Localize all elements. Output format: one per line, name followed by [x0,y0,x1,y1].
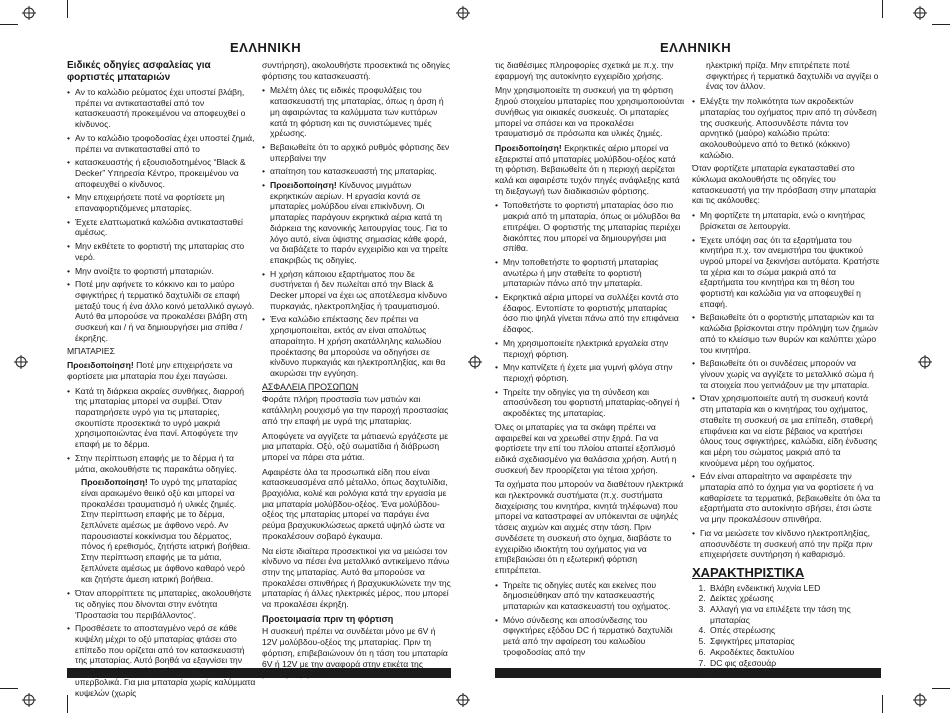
warning-text: Κίνδυνος μιγμάτων εκρηκτικών αερίων. Η εργασία κοντά σε μπαταρίες μολύβδου είναι επικίνδυνη. Οι μπαταρίες παράγουν εκρηκτικά αέρια κατά τη διάρκεια της κανονικής λειτουργίας τους. Για το λόγο αυτό, είναι ύψιστης σημασίας κάθε φορά, να διαβάζετε το παρόν εγχειρίδιο και να τηρείτε επακριβώς τις οδηγίες. [270,180,449,265]
page-header-right: ΕΛΛΗΝΙΚΗ [660,40,732,55]
list-item: • Προσθέσετε το αποσταγμένο νερό σε κάθε κυψέλη μέχρι το οξύ μπαταρίας φτάσει στο επίπεδο που ορίζεται από τον κατασκευαστή της μπαταρίας. Αυτό βοηθά να εξαγνίσει την περίσσια αέρα από τα κύτταρα. Μη γεμίζετε υπερβολικά. Για μια μπαταρία χωρίς καλύμματα κυψελών (χωρίς [67,623,256,698]
warning-text: Ποτέ μην επιχειρήσετε να φορτίσετε μια μπαταρία που έχει παγώσει. [67,360,233,381]
registration-mark-icon [22,6,36,20]
paragraph: Η συσκευή πρέπει να συνδέεται μόνο με 6V ή 12V μολύβδου-οξέος της μπαταρίας. Πριν τη φόρτιση, επιβεβαιώνουν ότι η τάση του μπαταρία 6V ή 12V με την αναφορά στην ετικέτα της μπαταρίας ή από [262,626,448,680]
list-item: • Έχετε υπόψη σας ότι τα εξαρτήματα του κινητήρα π.χ. τον ανεμιστήρα του ψυκτικού υγρού μπορεί να ξεκινήσει αυτόματα. Κρατήστε τα χέρια και το σώμα μακριά από τα εξαρτήματα του κινητήρα και τη θέση του φορτιστή και καλώδια για να αποφευχθεί η επαφή. [692,235,881,310]
paragraph: ηλεκτρική πρίζα. Μην επιτρέπετε ποτέ σφιγκτήρες ή τερματικά δαχτυλίδι να αγγίξει ο ένας τον άλλον. [706,60,879,92]
registration-mark-icon [913,693,927,707]
crop-mark [932,688,950,689]
list-item: • Αν το καλώδιο ρεύματος έχει υποστεί βλάβη, πρέπει να αντικατασταθεί από τον κατασκευαστή προκειμένου να αποφευχθεί ο κίνδυνος. [67,87,256,130]
crop-mark [882,0,883,18]
list-item: • κατασκευαστής ή εξουσιοδοτημένος “Black & Decker” Υπηρεσία Κέντρο, προκειμένου να αποφευχθεί ο κίνδυνος. [67,157,256,189]
warning-label: Προειδοποίηση! [270,180,337,191]
section-heading-personal-safety: ΑΣΦΑΛΕΙΑ ΠΡΟΣΩΠΩΝ [262,381,359,392]
registration-mark-icon [918,355,932,369]
crop-mark [0,24,18,25]
list-item: • Για να μειώσετε τον κίνδυνο ηλεκτροπληξίας, αποσυνδέστε τη συσκευή από την πρίζα πριν επιχειρήσετε συντήρηση ή καθαρισμό. [692,528,881,560]
list-item: • Εκρηκτικά αέρια μπορεί να συλλέξει κοντά στο έδαφος. Εντοπίστε το φορτιστής μπαταρίας όσο πιο ψηλά γίνεται πάνω από την επιφάνεια έδαφος. [495,292,684,335]
connection-list [495,580,684,658]
registration-mark-icon [913,6,927,20]
polarity-list [692,96,881,160]
feature-item: 7. DC φις αξεσουάρ [708,658,881,669]
feature-item: 1. Βλάβη ενδεικτική λυχνία LED [708,583,881,594]
paragraph: Όταν φορτίζετε μπαταρία εγκατασταθεί στο κύκλωμα ακολουθήστε τις οδηγίες του κατασκευαστή για την πρόσβαση στην μπαταρία και τις ακόλουθες: [692,163,876,206]
warning-text: Εκρηκτικές αέριο μπορεί να εξαεριστεί από μπαταρίες μολύβδου-οξέος κατά τη φόρτιση. Βεβαιωθείτε ότι η περιοχή αερίζεται καλά και αφαιρέστε τυχόν πηγές ανάφλεξης κατά τη διεξαγωγή των διαδικασιών φόρτισης. [495,142,680,196]
paragraph: τις διαθέσιμες πληροφορίες σχετικά με π.χ. την εφαρμογή της αυτοκίνητο εγχειρίδιο χρήσης. [495,60,674,81]
paragraph: Αφαιρέστε όλα τα προσωπικά είδη που είναι κατασκευασμένα από μέταλλο, όπως δαχτυλίδια, βραχιόλια, κολιέ και ρολόγια κατά την εργασία με μια μπαταρία μολύβδου-οξέος. Ένα μολύβδου-οξέος της μπαταρίας μπορεί να παράγει ένα ρεύμα βραχυκυκλώσεως αρκετά υψηλό ώστε να προκαλέσουν σοβαρό έγκαυμα. [262,466,448,541]
warning-text: Το υγρό της μπαταρίας είναι αραιωμένο θειικό οξύ και μπορεί να προκαλέσει τραυματισμό ή υλικές ζημιές. Στην περίπτωση επαφής με το δέρμα, ξεπλύνετε αμέσως με άφθονο νερό. Αν παρουσιαστεί κοκκίνισμα του δέρματος, πόνος ή ερεθισμός, ζητήστε ιατρική βοήθεια. Στην περίπτωση επαφής με τα μάτια, ξεπλύνετε αμέσως με άφθονο καθαρό νερό και ζητήστε άμεση ιατρική βοήθεια. [81,477,251,584]
list-item: • Μην εκθέτετε το φορτιστή της μπαταρίας στο νερό. [67,241,256,262]
list-item: • Μην τοποθετήστε το φορτιστή μπαταρίας ανωτέρω ή μην σταθείτε το φορτιστή μπαταριών πάνω από την μπαταρία. [495,257,684,289]
list-item: • Η χρήση κάποιου εξαρτήματος που δε συστήνεται ή δεν πωλείται από την Black & Decker μπορεί να έχει ως αποτέλεσμα κίνδυνο πυρκαγιάς, ηλεκτροπληξίας ή τραυματισμού. [262,269,451,312]
list-item: • Μη φορτίζετε τη μπαταρία, ενώ ο κινητήρας βρίσκεται σε λειτουργία. [692,210,881,231]
list-item: • Κατά τη διάρκεια ακραίες συνθήκες, διαρροή της μπαταρίας μπορεί να συμβεί. Όταν παρατηρήσετε υγρό για τις μπαταρίες, σκουπίστε προσεκτικά το υγρό μακριά χρησιμοποιώντας ένα πανί. Αποφύγετε την επαφή με το δέρμα. [67,386,256,450]
battery-list-2 [67,588,256,698]
warning-label: Προειδοποίηση! [495,142,562,153]
registration-mark-icon [468,355,482,369]
section-heading-preparation: Προετοιμασία πριν τη φόρτιση [262,613,394,624]
list-item: • Βεβαιωθείτε ότι ο φορτιστής μπαταριών και τα καλώδια βρίσκονται στην πρόληψη των ζημιών από το κλείσιμο των θυρών και καλύπτει χώρο του κινητήρα. [692,312,881,355]
registration-mark-icon [456,693,470,707]
feature-item: 5. Σφιγκτήρες μπαταρίας [708,636,881,647]
registration-mark-icon [14,355,28,369]
placement-list [495,200,684,418]
list-item: • Μόνο σύνδεσης και αποσύνδεσης του σφιγκτήρες εξόδου DC ή τερματικό δαχτυλίδι μετά από την αφαίρεση του καλωδίου τροφοδοσίας από την [495,615,684,658]
list-item: • Τηρείτε την οδηγίες για τη σύνδεση και αποσύνδεση του φορτιστή μπαταρίας-οδηγεί ή ακροδέκτες της μπαταρίας. [495,387,684,419]
section-heading-batteries: ΜΠΑΤΑΡΙΕΣ [67,346,115,357]
feature-item: 6. Ακροδέκτες δακτυλίου [708,647,881,658]
crop-mark [932,24,950,25]
registration-mark-icon [22,693,36,707]
list-item [262,180,451,266]
list-item: • Μην επιχειρήσετε ποτέ να φορτίσετε μη επαναφορτιζόμενες μπαταρίες. [67,192,256,213]
battery-list [67,386,256,475]
list-item: • Όταν χρησιμοποιείτε αυτή τη συσκευή κοντά στη μπαταρία και ο κινητήρας του οχήματος, σταθείτε τη συσκευή σε μια επίπεδη, σταθερή επιφάνεια και να είστε βέβαιος να κρατήσει όλους τους σφιγκτήρες, καλώδια, είδη ένδυσης και μέρη του σώματος μακριά από τα κινούμενα μέρη του οχήματος. [692,393,881,468]
paragraph: Όλες οι μπαταρίες για τα σκάφη πρέπει να αφαιρεθεί και να χρεωθεί στην ξηρά. Για να φορτίσετε την επί του πλοίου απαιτεί εξοπλισμό ειδικά σχεδιασμένο για θαλάσσια χρήση. Αυτή η συσκευή δεν προορίζεται για τέτοια χρήση. [495,421,677,475]
crop-mark [67,0,68,18]
paragraph: Αποφύγετε να αγγίζετε τα μάτιαενώ εργάζεστε με μια μπαταρία. Οξύ, οξύ σωματίδια ή διάβρωση μπορεί να πάρει στα μάτια. [262,430,449,462]
registration-mark-icon [456,6,470,20]
list-item: • Έχετε ελαττωματικά καλώδια αντικατασταθεί αμέσως. [67,217,256,238]
column-2 [262,60,451,684]
paragraph: Μην χρησιμοποιείτε τη συσκευή για τη φόρτιση ξηρού στοιχείου μπαταρίες που χρησιμοποιούνται συνήθως για οικιακές συσκευές. Οι μπαταρίες μπορεί να σπάσει και να προκαλέσει τραυματισμό σε πρόσωπα και υλικές ζημιές. [495,85,684,139]
charging-list [262,85,451,378]
warning-label: Προειδοποίηση! [67,360,134,371]
safety-list [67,87,256,343]
paragraph: Φοράτε πλήρη προστασία των ματιών και κατάλληλη ρουχισμό για την παροχή προστασίας από την επαφή με υγρά της μπαταρίας. [262,394,449,426]
list-item: • Ένα καλώδιο επέκτασης δεν πρέπει να χρησιμοποιείται, εκτός αν είναι απολύτως απαραίτητο. Η χρήση ακατάλληλης καλωδίου προέκτασης θα μπορούσε να οδηγήσει σε κίνδυνο πυρκαγιάς και ηλεκτροπληξίας, και θα ακυρώσει την εγγύηση. [262,314,451,378]
list-item: • Ποτέ μην αφήνετε το κόκκινο και το μαύρο σφιγκτήρες ή τερματικό δαχτυλίδι σε επαφή μεταξύ τους ή ένα άλλο κοινό μεταλλικό αγωγό. Αυτό θα μπορούσε να προκαλέσει βλάβη στη συσκευή και / ή να δημιουργήσει μια σπίθα / έκρηξης. [67,279,256,343]
list-item: • Μη χρησιμοποιείτε ηλεκτρικά εργαλεία στην περιοχή φόρτιση. [495,338,684,359]
paragraph: συντήρηση), ακολουθήστε προσεκτικά τις οδηγίες φόρτισης του κατασκευαστή. [262,60,450,81]
list-item: • Όταν απορρίπτετε τις μπαταρίες, ακολουθήστε τις οδηγίες που δίνονται στην ενότητα 'Προστασία του περιβάλλοντος'. [67,588,256,620]
list-item: • Βεβαιωθείτε ότι οι συνδέσεις μπορούν να γίνουν χωρίς να αγγίζετε το μεταλλικό σώμα ή τα στοιχεία που γειτνιάζουν με την μπαταρία. [692,358,881,390]
column-4 [692,60,881,679]
warning-paragraph [67,477,256,584]
crop-mark [882,695,883,713]
list-item: • Μην καπνίζετε ή έχετε μια γυμνή φλόγα στην περιοχή φόρτιση. [495,362,684,383]
section-heading-features: ΧΑΡΑΚΤΗΡΙΣΤΙΚΑ [692,564,805,580]
feature-item: 2. Δείκτες χρέωσης [708,593,881,604]
list-item: • Τηρείτε τις οδηγίες αυτές και εκείνες που δημοσιεύθηκαν από την κατασκευαστής μπαταριών και κατασκευαστή του οχήματος. [495,580,684,612]
list-item: • απαίτηση του κατασκευαστή της μπαταρίας. [262,166,451,177]
list-item: • Στην περίπτωση επαφής με το δέρμα ή τα μάτια, ακολουθήστε τις παρακάτω οδηγίες. [67,453,256,474]
list-item: • Ελέγξτε την πολικότητα των ακροδεκτών μπαταρίας του οχήματος πριν από τη σύνδεση της συσκευής. Αποσυνδέστε πάντα τον αρνητικό (μαύρο) καλώδιο πρώτα: ακολουθούμενο από το θετικό (κόκκινο) καλώδιο. [692,96,881,160]
list-item: • Αν το καλώδιο τροφοδοσίας έχει υποστεί ζημιά, πρέπει να αντικατασταθεί από το [67,133,256,154]
warning-label: Προειδοποίηση! [81,477,148,488]
crop-mark [0,688,18,689]
warning-paragraph [495,143,684,197]
paragraph: Τα οχήματα που μπορούν να διαθέτουν ηλεκτρικά και ηλεκτρονικά συστήματα (π.χ. συστήματα διαχείρισης του κινητήρα, κινητά τηλέφωνα) που μπορεί να καταστραφεί αν υπόκεινται σε υψηλές τάσεις αιχμών και αιχμές στην τάση. Πριν συνδέσετε τη συσκευή στο όχημα, διαβάστε το εγχειρίδιο ιδιοκτήτη του οχήματος για να επιβεβαιώσει ότι η εξωτερική φόρτιση επιτρέπεται. [495,479,684,575]
warning-paragraph [67,360,256,381]
list-item: • Τοποθετήστε το φορτιστή μπαταρίας όσο πιο μακριά από τη μπαταρία, όπως οι μόλυβδοι θα επιτρέψει. Ο φορτιστής της μπαταρίας περιέχει διακόπτες που μπορεί να δημιουργήσει μια σπίθα. [495,200,684,254]
feature-item: 4. Οπές στερέωσης [708,625,881,636]
column-3 [495,60,684,661]
list-item: • Εάν είναι απαραίτητο να αφαιρέσετε την μπαταρία από το όχημα για να φορτίσετε ή να καθαρίσετε τα τερματικά, βεβαιωθείτε ότι όλα τα εξαρτήματα στο αυτοκίνητο σβήσει, έτσι ώστε να μην προκαλέσουν σπινθήρα. [692,471,881,525]
section-title-safety: Ειδικές οδηγίες ασφαλείας για φορτιστές μπαταριών [67,60,211,83]
list-item: • Μελέτη όλες τις ειδικές προφυλάξεις του κατασκευαστή της μπαταρίας, όπως η άρση ή μη αφαιρώντας τα καλύμματα των κυττάρων κατά τη φόρτιση και τις συνιστώμενες τιμές χρέωσης. [262,85,451,139]
list-item: • Βεβαιωθείτε ότι το αρχικό ρυθμός φόρτισης δεν υπερβαίνει την [262,142,451,163]
features-list [692,583,881,679]
paragraph: Να είστε ιδιαίτερα προσεκτικοί για να μειώσει τον κίνδυνο να πέσει ένα μεταλλικό αντικείμενο πάνω στην της μπαταρίας. Αυτό θα μπορούσε να προκαλέσει σπινθήρες ή βραχυκυκλώνετε την της μπαταρίας ή άλλες ηλεκτρικές μέρος, που μπορεί να προκαλέσει έκρηξη. [262,545,451,610]
column-1 [67,60,256,701]
feature-item: 8. Υποδοχή Ευθυγράμμου [708,668,881,679]
in-vehicle-list [692,210,881,560]
feature-item: 3. Αλλαγή για να επιλέξετε την τάση της μπαταρίας [708,604,881,625]
page-header-left: ΕΛΛΗΝΙΚΗ [230,40,302,55]
list-item: • Μην ανοίξτε το φορτιστή μπαταριών. [67,266,256,277]
